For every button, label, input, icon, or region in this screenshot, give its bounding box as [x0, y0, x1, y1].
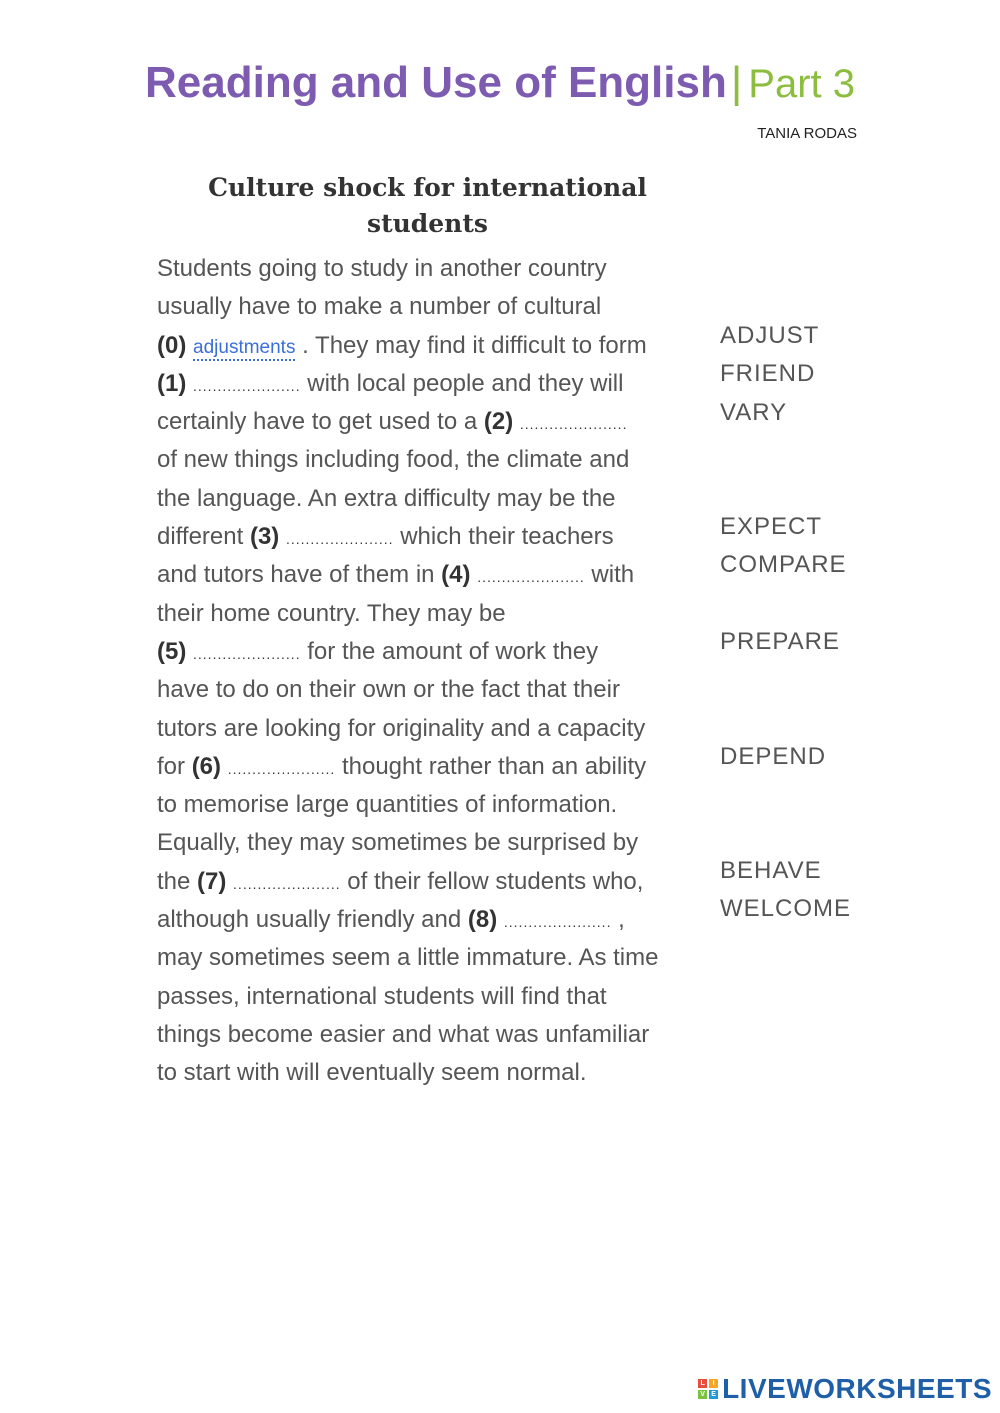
example-answer: adjustments — [193, 337, 295, 361]
passage-line — [157, 518, 717, 556]
author-name: TANIA RODAS — [757, 125, 857, 142]
passage-line: the language. An extra difficulty may be the — [157, 484, 616, 512]
answer-gap-5[interactable]: ...................... — [193, 645, 301, 662]
keyword-adjust: ADJUST — [720, 322, 820, 349]
gap-number: (4) — [441, 561, 471, 589]
answer-gap-3[interactable]: ...................... — [285, 531, 394, 548]
passage-line — [157, 365, 717, 403]
passage-text: for — [157, 752, 192, 780]
passage-line — [157, 633, 717, 671]
passage-text: , — [611, 906, 625, 934]
passage-text: . They may find it difficult to form — [295, 331, 647, 359]
passage-line: to memorise large quantities of information. — [157, 791, 618, 819]
logo-tile: V — [698, 1390, 707, 1399]
keyword-behave: BEHAVE — [720, 857, 822, 884]
passage-text: and tutors have of them in — [157, 561, 442, 589]
passage-line: passes, international students will find that — [157, 982, 607, 1010]
keyword-welcome: WELCOME — [720, 895, 852, 922]
keyword-vary: VARY — [720, 399, 788, 426]
answer-gap-1[interactable]: ...................... — [193, 377, 301, 394]
passage-line — [157, 863, 717, 901]
gap-number: (6) — [191, 752, 222, 780]
answer-gap-4[interactable]: ...................... — [477, 569, 585, 586]
keyword-friend: FRIEND — [720, 360, 816, 387]
passage-text: thought rather than an ability — [335, 752, 647, 780]
passage-line — [157, 901, 717, 939]
passage-line: tutors are looking for originality and a capacity — [157, 714, 646, 742]
passage-text: although usually friendly and — [157, 906, 468, 934]
passage-text: with — [584, 561, 635, 589]
liveworksheets-brand[interactable] — [698, 1373, 992, 1405]
gap-number: (7) — [197, 867, 227, 895]
passage-line — [157, 403, 717, 441]
passage-line: usually have to make a number of cultural — [157, 293, 602, 321]
keyword-compare: COMPARE — [720, 551, 847, 578]
passage-line: of new things including food, the climate and — [157, 446, 630, 474]
passage-line — [157, 748, 717, 786]
passage-text: of their fellow students who, — [340, 867, 644, 895]
gap-number: (8) — [467, 906, 498, 934]
answer-gap-6[interactable]: ...................... — [227, 760, 336, 777]
gap-number: (2) — [483, 408, 514, 436]
page-header — [145, 58, 855, 108]
logo-tile: E — [709, 1390, 718, 1399]
page-title: Reading and Use of English — [145, 58, 727, 107]
gap-number: (3) — [249, 523, 280, 551]
passage-line: things become easier and what was unfamiliar — [157, 1020, 650, 1048]
passage-line: Equally, they may sometimes be surprised by — [157, 829, 639, 857]
keyword-prepare: PREPARE — [720, 628, 840, 655]
gap-number: (0) — [157, 331, 187, 359]
passage-text: which their teachers — [393, 523, 614, 551]
part-label: Part 3 — [748, 62, 855, 106]
gap-number: (1) — [157, 369, 187, 397]
heading-line: Culture shock for international — [208, 173, 647, 202]
keyword-depend: DEPEND — [720, 743, 827, 770]
passage-text: the — [157, 867, 198, 895]
passage-line — [157, 556, 717, 594]
passage-line: to start with will eventually seem normal. — [157, 1059, 587, 1087]
answer-gap-7[interactable]: ...................... — [233, 875, 341, 892]
heading-line: students — [367, 209, 488, 238]
passage-text: with local people and they will — [300, 369, 624, 397]
brand-name: LIVEWORKSHEETS — [722, 1373, 992, 1404]
gap-number: (5) — [157, 637, 187, 665]
liveworksheets-logo-icon — [698, 1379, 718, 1399]
logo-tile: I — [709, 1379, 718, 1388]
keyword-expect: EXPECT — [720, 513, 823, 540]
logo-tile: L — [698, 1379, 707, 1388]
title-separator: | — [730, 58, 743, 107]
passage-line: may sometimes seem a little immature. As time — [157, 944, 659, 972]
answer-gap-2[interactable]: ...................... — [519, 416, 628, 433]
passage-line: Students going to study in another country — [157, 255, 607, 282]
passage-line: their home country. They may be — [157, 599, 506, 627]
answer-gap-8[interactable]: ...................... — [503, 914, 612, 931]
article-heading — [155, 170, 700, 242]
passage-text: certainly have to get used to a — [157, 408, 484, 436]
passage-text: for the amount of work they — [300, 637, 599, 665]
passage-line: have to do on their own or the fact that their — [157, 676, 620, 704]
reading-passage — [157, 250, 717, 1093]
passage-line — [157, 327, 717, 365]
passage-text: different — [157, 523, 250, 551]
